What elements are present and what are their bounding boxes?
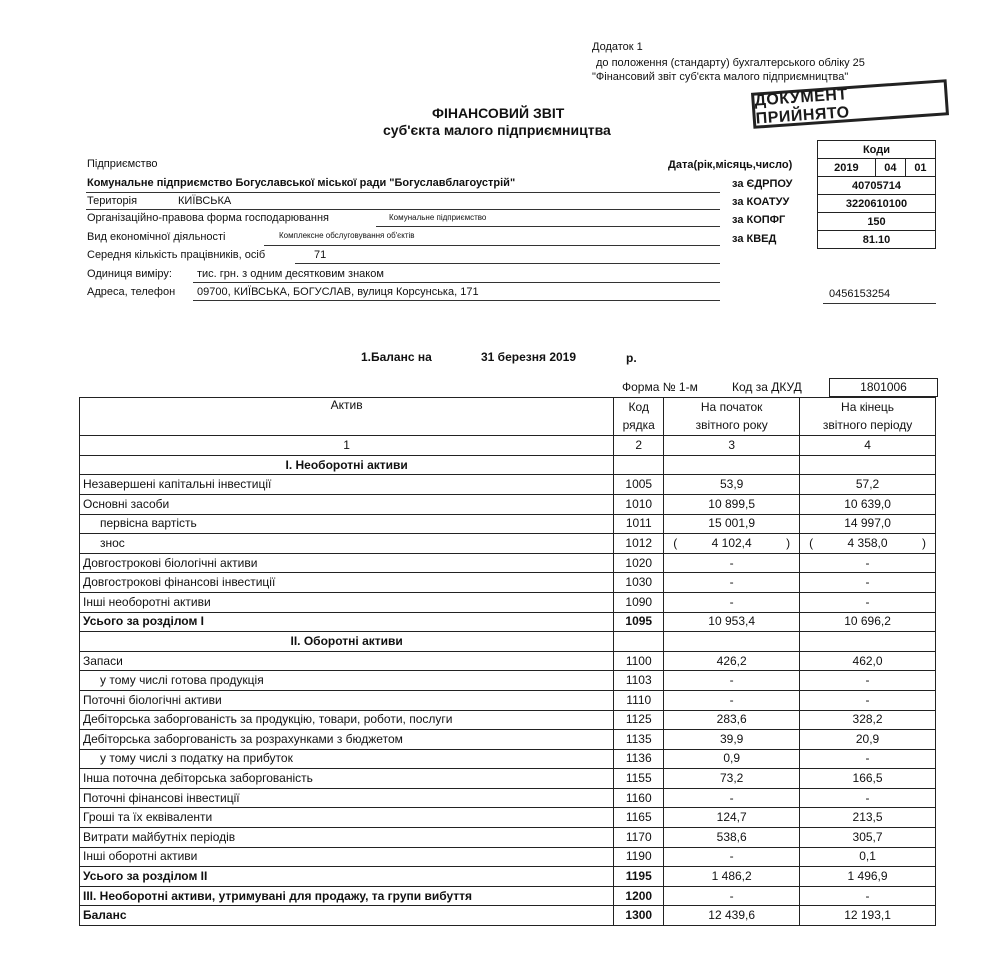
row-name: Довгострокові біологічні активи [80,553,614,573]
table-row [80,592,936,612]
header-asset: Актив [80,398,614,436]
table-row [80,475,936,495]
row-start: - [664,788,800,808]
kopfg-code: 150 [818,213,936,231]
employees-value: 71 [314,249,327,261]
table-row [80,534,936,554]
balance-date: 31 березня 2019 [481,350,577,364]
row-code: 1125 [614,710,664,730]
table-row [80,867,936,887]
codes-header: Коди [818,141,936,159]
row-name: Інші необоротні активи [80,592,614,612]
row-name: Усього за розділом ІІ [80,867,614,887]
row-start: - [664,573,800,593]
balance-suffix: р. [626,351,637,365]
row-name: Витрати майбутніх періодів [80,828,614,848]
row-start: - [664,847,800,867]
table-row [80,730,936,750]
table-row [80,828,936,848]
row-code: 1165 [614,808,664,828]
row-code: 1195 [614,867,664,887]
row-start: 12 439,6 [664,906,800,926]
row-name: Дебіторська заборгованість за розрахунками з бюджетом [80,730,614,750]
date-day: 01 [905,159,935,177]
enterprise-name: Комунальне підприємство Богуславської міської ради "Богуславблагоустрій" [87,177,516,189]
row-end: - [800,788,936,808]
row-start: 283,6 [664,710,800,730]
row-end: 20,9 [800,730,936,750]
row-start: 53,9 [664,475,800,495]
row-end: - [800,671,936,691]
report-title: ФІНАНСОВИЙ ЗВІТ [432,105,565,121]
row-end: 57,2 [800,475,936,495]
row-name: у тому числі готова продукція [80,671,614,691]
row-end: 305,7 [800,828,936,848]
colnum-3: 3 [664,436,800,456]
row-start: - [664,690,800,710]
section-title: І. Необоротні активи [80,455,614,475]
codes-table [817,140,936,249]
unit-label: Одиниця виміру: [87,268,172,280]
koatuu-label: за КОАТУУ [732,196,790,208]
row-end: 166,5 [800,769,936,789]
date-label: Дата(рік,місяць,число) [668,159,793,171]
dkud-label: Код за ДКУД [732,380,802,394]
row-end: 213,5 [800,808,936,828]
row-code: 1090 [614,592,664,612]
row-code: 1012 [614,534,664,554]
row-end: - [800,690,936,710]
edrpou-label: за ЄДРПОУ [732,178,793,190]
row-start: 10 899,5 [664,494,800,514]
colnum-1: 1 [80,436,614,456]
row-name: Незавершені капітальні інвестиції [80,475,614,495]
edrpou-code: 40705714 [818,177,936,195]
appendix-line-1: Додаток 1 [592,41,643,53]
row-end: 12 193,1 [800,906,936,926]
row-start: 1 486,2 [664,867,800,887]
row-name: первісна вартість [80,514,614,534]
row-end: 10 639,0 [800,494,936,514]
kved-code: 81.10 [818,231,936,249]
row-name: знос [80,534,614,554]
section-row-1 [80,455,936,475]
koatuu-code: 3220610100 [818,195,936,213]
row-start-value: 4 102,4 [711,535,752,550]
row-start: 0,9 [664,749,800,769]
header-end-b: звітного періоду [800,417,936,436]
row-end: 462,0 [800,651,936,671]
appendix-line-3: "Фінансовий звіт суб'єкта малого підприємництва" [592,71,849,83]
date-year: 2019 [818,159,876,177]
row-code: 1160 [614,788,664,808]
row-end: - [800,886,936,906]
row-name: Гроші та їх еквіваленти [80,808,614,828]
row-end: - [800,553,936,573]
enterprise-label: Підприємство [87,158,158,170]
row-code: 1020 [614,553,664,573]
legal-form-value: Комунальне підприємство [389,213,487,222]
row-name: Довгострокові фінансові інвестиції [80,573,614,593]
table-row [80,808,936,828]
row-code: 1155 [614,769,664,789]
row-code: 1170 [614,828,664,848]
legal-form-label: Організаційно-правова форма господарювання [87,212,329,224]
activity-label: Вид економічної діяльності [87,231,226,243]
row-code: 1103 [614,671,664,691]
phone-value: 0456153254 [829,288,891,300]
table-row [80,494,936,514]
row-code: 1005 [614,475,664,495]
row-start: 426,2 [664,651,800,671]
row-end: 0,1 [800,847,936,867]
row-end: ( 4 358,0 ) [800,534,936,554]
row-code: 1300 [614,906,664,926]
table-row [80,769,936,789]
row-code: 1095 [614,612,664,632]
address-value: 09700, КИЇВСЬКА, БОГУСЛАВ, вулиця Корсунська, 171 [197,286,479,298]
table-row [80,573,936,593]
header-code-a: Код [614,398,664,417]
row-name: у тому числі з податку на прибуток [80,749,614,769]
row-end: 10 696,2 [800,612,936,632]
row-start: - [664,671,800,691]
territory-value: КИЇВСЬКА [178,195,232,207]
dkud-code: 1801006 [829,378,938,397]
row-code: 1110 [614,690,664,710]
row-code: 1136 [614,749,664,769]
row-end: - [800,749,936,769]
table-row [80,671,936,691]
row-end: - [800,573,936,593]
row-code: 1030 [614,573,664,593]
row-start: - [664,886,800,906]
row-code: 1200 [614,886,664,906]
table-row [80,710,936,730]
report-subtitle: суб'єкта малого підприємництва [383,122,611,138]
kved-label: за КВЕД [732,233,777,245]
row-end-value: 4 358,0 [847,535,888,550]
header-start-b: звітного року [664,417,800,436]
employees-label: Середня кількість працівників, осіб [87,249,266,261]
form-number: Форма № 1-м [622,380,698,394]
balance-heading: 1.Баланс на [361,350,432,364]
row-start: 124,7 [664,808,800,828]
row-start: ( 4 102,4 ) [664,534,800,554]
table-row [80,788,936,808]
table-row [80,612,936,632]
balance-table [79,397,936,926]
row-code: 1135 [614,730,664,750]
address-label: Адреса, телефон [87,286,176,298]
row-code: 1190 [614,847,664,867]
table-row [80,514,936,534]
kopfg-label: за КОПФГ [732,214,786,226]
table-row [80,886,936,906]
row-code: 1010 [614,494,664,514]
activity-value: Комплексне обслуговування об'єктів [279,231,415,240]
appendix-line-2: до положення (стандарту) бухгалтерського обліку 25 [596,57,865,69]
accepted-stamp: ДОКУМЕНТ ПРИЙНЯТО [751,79,949,129]
table-row [80,847,936,867]
row-name: ІІІ. Необоротні активи, утримувані для продажу, та групи вибуття [80,886,614,906]
row-name: Запаси [80,651,614,671]
row-start: 39,9 [664,730,800,750]
colnum-2: 2 [614,436,664,456]
row-start: 73,2 [664,769,800,789]
header-end-a: На кінець [800,398,936,417]
row-code: 1011 [614,514,664,534]
unit-value: тис. грн. з одним десятковим знаком [197,268,384,280]
row-name: Інші оборотні активи [80,847,614,867]
table-row [80,906,936,926]
table-row [80,690,936,710]
row-name: Основні засоби [80,494,614,514]
row-end: 1 496,9 [800,867,936,887]
row-start: 538,6 [664,828,800,848]
row-end: - [800,592,936,612]
row-name: Усього за розділом І [80,612,614,632]
row-start: - [664,553,800,573]
table-row [80,553,936,573]
section-row-2 [80,632,936,652]
row-name: Баланс [80,906,614,926]
row-name: Поточні фінансові інвестиції [80,788,614,808]
row-start: - [664,592,800,612]
row-end: 328,2 [800,710,936,730]
date-month: 04 [875,159,905,177]
row-name: Інша поточна дебіторська заборгованість [80,769,614,789]
row-start: 15 001,9 [664,514,800,534]
colnum-4: 4 [800,436,936,456]
territory-label: Територія [87,195,138,207]
row-name: Поточні біологічні активи [80,690,614,710]
row-name: Дебіторська заборгованість за продукцію, товари, роботи, послуги [80,710,614,730]
section-title: ІІ. Оборотні активи [80,632,614,652]
header-start-a: На початок [664,398,800,417]
table-row [80,749,936,769]
table-row [80,651,936,671]
row-code: 1100 [614,651,664,671]
row-end: 14 997,0 [800,514,936,534]
header-code-b: рядка [614,417,664,436]
row-start: 10 953,4 [664,612,800,632]
